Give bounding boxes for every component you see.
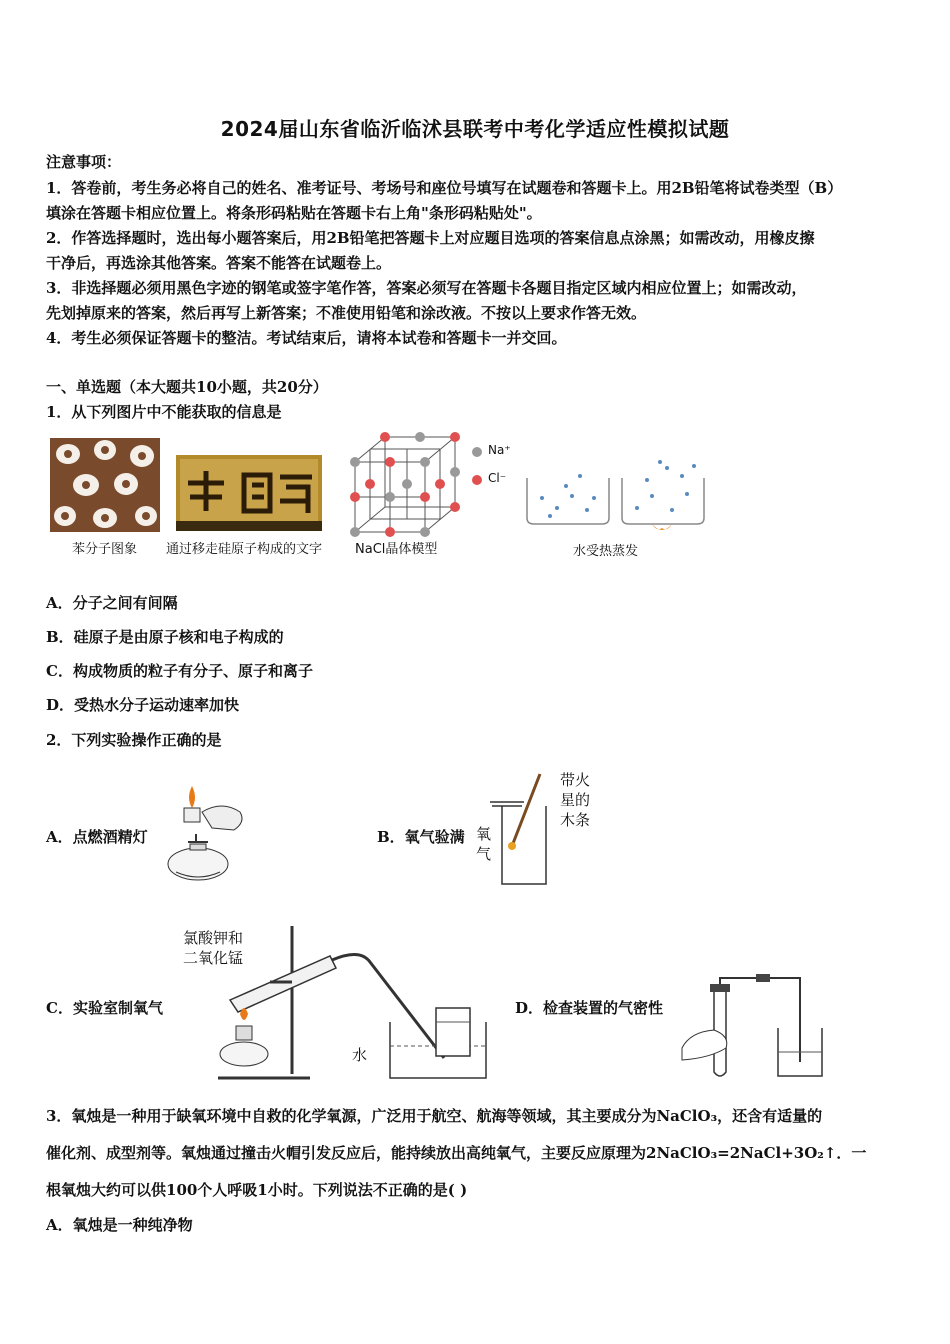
label-water: 水 <box>352 1046 368 1064</box>
q2-option-d: D．检查装置的气密性 <box>515 999 664 1017</box>
notice-line: 4．考生必须保证答题卡的整洁。考试结束后，请将本试卷和答题卡一并交回。 <box>46 329 567 347</box>
q1-stem: 1．从下列图片中不能获取的信息是 <box>46 403 282 421</box>
notice-line: 填涂在答题卡相应位置上。将条形码粘贴在答题卡右上角"条形码粘贴处"。 <box>46 204 542 222</box>
q1-option-c: C．构成物质的粒子有分子、原子和离子 <box>46 662 313 680</box>
caption-silicon: 通过移走硅原子构成的文字 <box>166 542 323 557</box>
legend-na: Na⁺ <box>488 443 511 457</box>
caption-water: 水受热蒸发 <box>573 544 639 559</box>
notice-line: 1．答卷前，考生务必将自己的姓名、准考证号、考场号和座位号填写在试题卷和答题卡上。用2B铅笔将试卷类型（B） <box>46 179 843 197</box>
caption-nacl: NaCl晶体模型 <box>355 542 438 557</box>
notice-line: 干净后，再选涂其他答案。答案不能答在试题卷上。 <box>46 254 392 272</box>
airtightness-check-image <box>680 972 830 1082</box>
notice-line: 3．非选择题必须用黑色字迹的钢笔或签字笔作答，答案必须写在答题卡各题目指定区域内相应位置上；如需改动， <box>46 279 807 297</box>
label-kclo3-mno2: 氯酸钾和 二氧化锰 <box>183 929 244 967</box>
q2-option-a: A．点燃酒精灯 <box>46 828 148 846</box>
q2-option-c: C．实验室制氧气 <box>46 999 163 1017</box>
oxygen-test-image <box>490 772 560 890</box>
nacl-crystal-model <box>345 432 470 537</box>
q3-stem-line-1: 3．氧烛是一种用于缺氧环境中自救的化学氧源，广泛用于航空、航海等领域，其主要成分为NaClO₃，还含有适量的 <box>46 1107 823 1125</box>
label-glowing-splint: 带火 星的 木条 <box>560 771 591 829</box>
silicon-atoms-image <box>176 455 322 531</box>
page-title: 2024届山东省临沂临沭县联考中考化学适应性模拟试题 <box>220 117 730 141</box>
q3-stem-line-3: 根氧烛大约可以供100个人呼吸1小时。下列说法不正确的是( ) <box>46 1181 468 1199</box>
q1-option-a: A．分子之间有间隔 <box>46 594 178 612</box>
q2-option-b: B．氧气验满 <box>377 828 465 846</box>
water-evaporation-image <box>522 458 712 538</box>
cl-ion-icon <box>471 474 483 486</box>
na-ion-icon <box>471 446 483 458</box>
q2-stem: 2．下列实验操作正确的是 <box>46 731 222 749</box>
notice-line: 2．作答选择题时，选出每小题答案后，用2B铅笔把答题卡上对应题目选项的答案信息点涂黑；如需改动，用橡皮擦 <box>46 229 815 247</box>
notice-line: 先划掉原来的答案，然后再写上新答案；不准使用铅笔和涂改液。不按以上要求作答无效。 <box>46 304 647 322</box>
notice-heading: 注意事项： <box>46 153 122 171</box>
q3-option-a: A．氧烛是一种纯净物 <box>46 1216 193 1234</box>
q1-option-d: D．受热水分子运动速率加快 <box>46 696 240 714</box>
q3-stem-line-2: 催化剂、成型剂等。氧烛通过撞击火帽引发反应后，能持续放出高纯氧气，主要反应原理为2NaClO₃=2NaCl+3O₂↑．一 <box>46 1144 867 1162</box>
alcohol-lamp-image <box>162 782 252 887</box>
q1-option-b: B．硅原子是由原子核和电子构成的 <box>46 628 284 646</box>
caption-benzene: 苯分子图象 <box>72 542 138 557</box>
benzene-image <box>50 438 160 532</box>
section-heading: 一、单选题（本大题共10小题，共20分） <box>46 378 328 396</box>
label-oxygen: 氧 气 <box>476 825 492 863</box>
legend-cl: Cl⁻ <box>488 471 507 485</box>
